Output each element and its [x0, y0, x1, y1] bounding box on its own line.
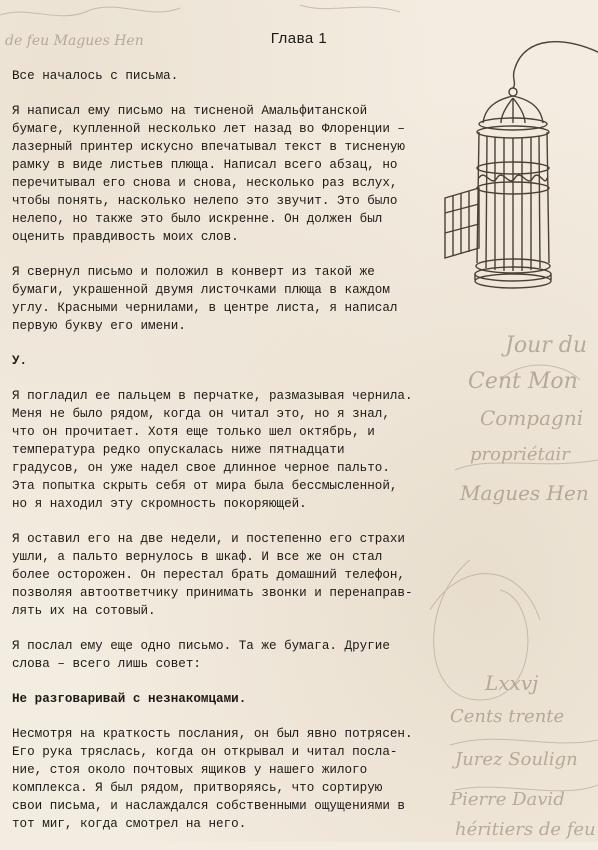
paragraph: Я послал ему еще одно письмо. Та же бумага. Другие слова – всего лишь совет:: [12, 639, 390, 671]
paragraph: Я оставил его на две недели, и постепенно его страхи ушли, а пальто вернулось в шкаф. И все же он стал более осторожен. Он перестал брать домашний телефон, позволяя автоответчику принимать звонки и перенаправ- лять их на сотовый.: [12, 532, 413, 618]
script-word: Cent Mon: [468, 369, 578, 394]
script-word: propriétair: [470, 444, 570, 465]
script-word: de feu Magues Hen: [5, 33, 144, 49]
paragraph: Все началось с письма.: [12, 69, 179, 83]
script-word: Cents trente: [450, 706, 565, 727]
script-word: Jurez Soulign: [455, 749, 578, 770]
paragraph: Я погладил ее пальцем в перчатке, размазывая чернила. Меня не было рядом, когда он читал это, но я знал, что он прочитает. Хотя еще только шел октябрь, и температура редко опускалась ниже пятнадцати градусов, он уже надел свое длинное черное пальто. Эта попытка скрыть себя от мира была бессмысленной, но я находил эту скромность покоряющей.: [12, 389, 413, 511]
paragraph-advice: Не разговаривай с незнакомцами.: [12, 692, 247, 706]
paragraph: Я написал ему письмо на тисненой Амальфитанской бумаге, купленной несколько лет назад во Флоренции – лазерный принтер искусно впечатывал текст в тисненую рамку в виде листьев плюща. Написал всего абзац, но перечитывал его снова и снова, несколько раз вслух, чтобы понять, насколько нелепо это звучит. Это было нелепо, но также это было искренне. Он должен был оценить правдивость моих слов.: [12, 104, 405, 244]
chapter-title: Глава 1: [270, 30, 328, 47]
paragraph: Несмотря на краткость послания, он был явно потрясен. Его рука тряслась, когда он открывал и читал посла- ние, стоя около почтовых ящиков у нашего жилого комплекса. Я был рядом, притворяясь, что сортирую свои письма, и наслаждался собственными ощущениями в тот миг, когда смотрел на него.: [12, 727, 413, 831]
chapter-body: [12, 67, 457, 850]
script-word: Lxxvj: [485, 671, 539, 695]
script-word: héritiers de feu: [455, 819, 596, 840]
script-word: Compagni: [480, 406, 584, 430]
script-word: Pierre David: [450, 789, 565, 810]
paragraph: Я свернул письмо и положил в конверт из такой же бумаги, украшенной двумя листочками плюща в каждом углу. Красными чернилами, в центре листа, я написал первую букву его имени.: [12, 265, 398, 333]
script-word: Jour du: [505, 333, 587, 358]
paragraph-letter: У.: [12, 354, 28, 368]
script-word: Magues Hen: [460, 481, 589, 505]
